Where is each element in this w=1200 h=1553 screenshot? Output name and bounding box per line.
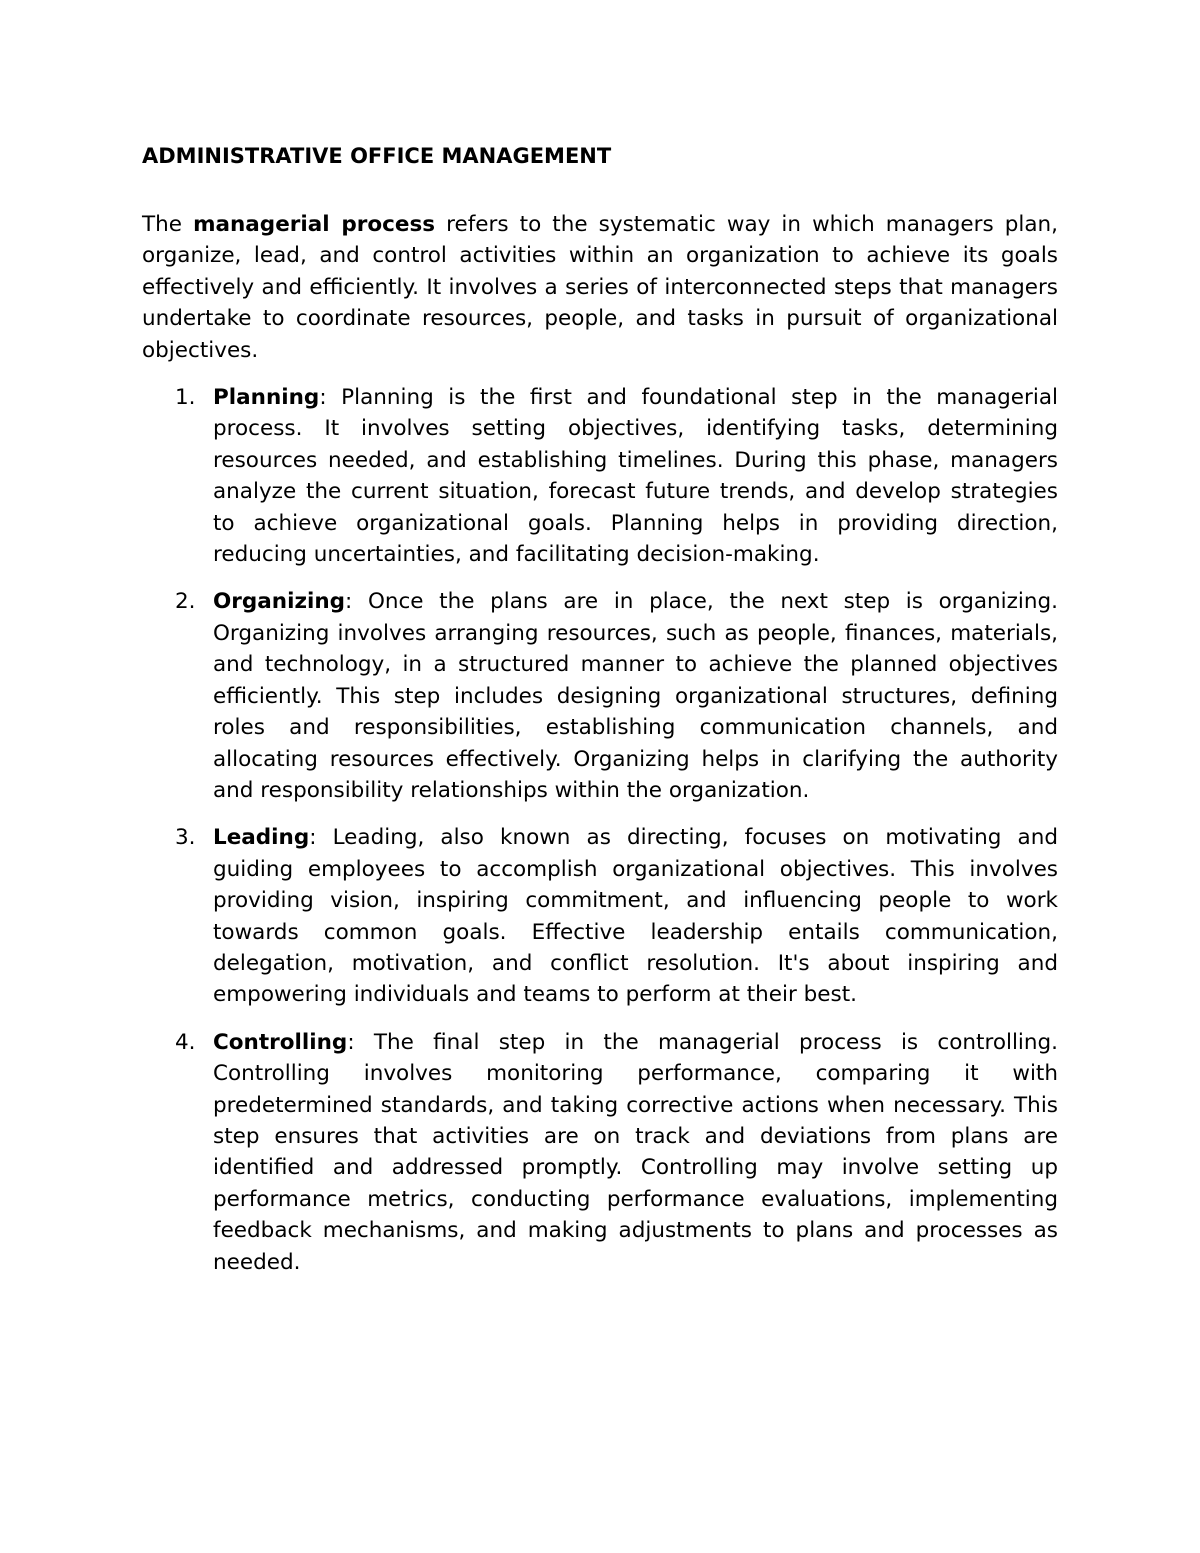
list-number: 3.: [175, 825, 196, 851]
list-number: 4.: [175, 1029, 196, 1055]
intro-term: managerial process: [193, 212, 436, 237]
step-term: Organizing: [213, 589, 346, 615]
step-term: Leading: [213, 825, 310, 851]
list-number: 1.: [175, 385, 196, 411]
list-item-controlling: [142, 1027, 1058, 1278]
step-term: Controlling: [213, 1029, 348, 1055]
list-item-leading: [142, 822, 1058, 1010]
steps-list: [142, 382, 1058, 1278]
list-item-planning: [142, 382, 1058, 570]
list-item-organizing: [142, 586, 1058, 806]
document-page: [142, 140, 1058, 1294]
step-text: : Planning is the first and foundational step in the managerial process. It involves setting objectives, identifying tasks, determining resources needed, and establishing timelines. During this phase, managers analyze the current situation, forecast future trends, and develop strategies to achieve organizational goals. Planning helps in providing direction, reducing uncertainties, and facilitating decision-making.: [213, 385, 1058, 568]
intro-paragraph: [142, 209, 1058, 366]
step-text: : Leading, also known as directing, focuses on motivating and guiding employees to accomplish organizational objectives. This involves providing vision, inspiring commitment, and influencing people to work towards common goals. Effective leadership entails communication, delegation, motivation, and conflict resolution. It's about inspiring and empowering individuals and teams to perform at their best.: [213, 825, 1058, 1008]
intro-lead: The: [142, 212, 182, 237]
step-text: : The final step in the managerial process is controlling. Controlling involves monitoring performance, comparing it with predetermined standards, and taking corrective actions when necessary. This step ensures that activities are on track and deviations from plans are identified and addressed promptly. Controlling may involve setting up performance metrics, conducting performance evaluations, implementing feedback mechanisms, and making adjustments to plans and processes as needed.: [213, 1029, 1058, 1275]
document-title: ADMINISTRATIVE OFFICE MANAGEMENT: [142, 144, 612, 168]
step-text: : Once the plans are in place, the next step is organizing. Organizing involves arranging resources, such as people, finances, materials, and technology, in a structured manner to achieve the planned objectives efficiently. This step includes designing organizational structures, defining roles and responsibilities, establishing communication channels, and allocating resources effectively. Organizing helps in clarifying the authority and responsibility relationships within the organization.: [213, 589, 1058, 803]
intro-text: refers to the systematic way in which managers plan, organize, lead, and control activities within an organization to achieve its goals effectively and efficiently. It involves a series of interconnected steps that managers undertake to coordinate resources, people, and tasks in pursuit of organizational objectives.: [142, 212, 1058, 363]
step-term: Planning: [213, 385, 320, 411]
list-number: 2.: [175, 589, 196, 615]
